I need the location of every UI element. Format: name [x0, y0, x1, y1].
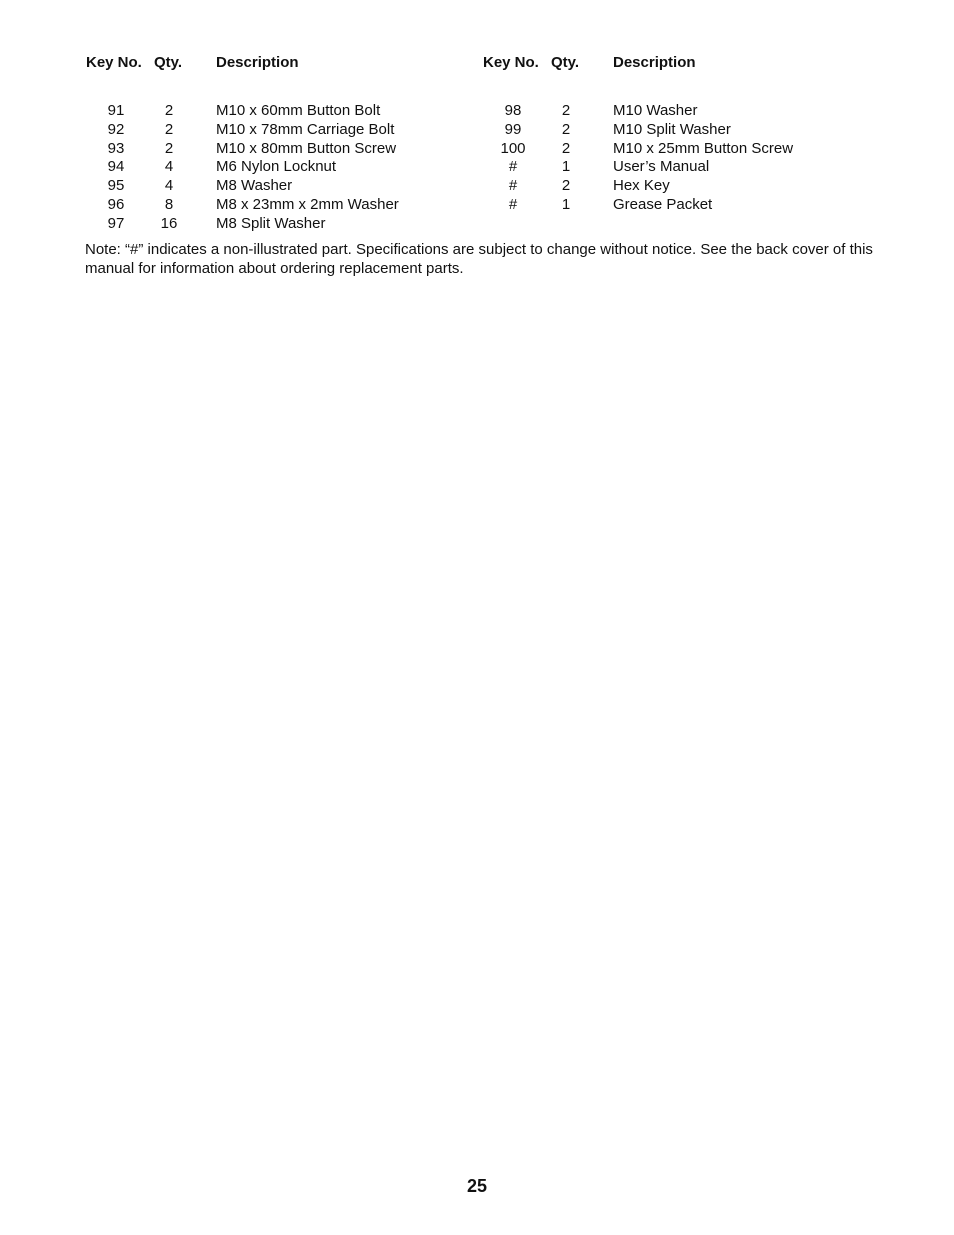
table-row: [483, 158, 883, 177]
qty-cell: 16: [160, 214, 178, 232]
table-row: [483, 121, 883, 140]
table-row: [86, 102, 486, 121]
table-body: [86, 102, 486, 234]
description-cell: M10 Split Washer: [613, 120, 731, 138]
header-key-no: Key No.: [483, 54, 539, 71]
table-row: [483, 102, 883, 121]
table-row: [86, 121, 486, 140]
table-header: [86, 52, 486, 74]
table-row: [86, 140, 486, 159]
description-cell: M10 Washer: [613, 102, 698, 119]
description-cell: M10 x 60mm Button Bolt: [216, 102, 381, 119]
table-row: [86, 196, 486, 215]
parts-table-right: [483, 52, 883, 215]
key-no-cell: 97: [107, 214, 125, 232]
key-no-cell: 100: [500, 139, 526, 157]
page-number: 25: [466, 1176, 488, 1196]
qty-cell: 4: [164, 177, 174, 195]
qty-cell: 1: [561, 195, 571, 213]
key-no-cell: #: [508, 158, 518, 176]
qty-cell: 2: [561, 177, 571, 195]
key-no-cell: 96: [107, 195, 125, 213]
qty-cell: 2: [164, 102, 174, 119]
key-no-cell: 94: [107, 158, 125, 176]
table-row: [86, 158, 486, 177]
key-no-cell: 99: [504, 120, 522, 138]
key-no-cell: #: [508, 195, 518, 213]
table-body: [483, 102, 883, 215]
table-header: [483, 52, 883, 74]
table-row: [483, 140, 883, 159]
description-cell: M10 x 80mm Button Screw: [216, 139, 397, 157]
key-no-cell: 95: [107, 177, 125, 195]
table-row: [86, 177, 486, 196]
qty-cell: 2: [561, 120, 571, 138]
description-cell: User’s Manual: [613, 158, 710, 176]
header-qty: Qty.: [154, 54, 183, 71]
qty-cell: 2: [164, 120, 174, 138]
qty-cell: 8: [164, 195, 174, 213]
description-cell: M10 x 78mm Carriage Bolt: [216, 120, 395, 138]
qty-cell: 2: [561, 102, 571, 119]
parts-table-left: [86, 52, 486, 234]
description-cell: M10 x 25mm Button Screw: [613, 139, 794, 157]
description-cell: Hex Key: [613, 177, 670, 195]
qty-cell: 1: [561, 158, 571, 176]
description-cell: M8 x 23mm x 2mm Washer: [216, 195, 399, 213]
description-cell: M6 Nylon Locknut: [216, 158, 337, 176]
description-cell: M8 Washer: [216, 177, 293, 195]
key-no-cell: 91: [107, 102, 125, 119]
qty-cell: 2: [561, 139, 571, 157]
header-qty: Qty.: [551, 54, 580, 71]
header-description: Description: [216, 54, 299, 71]
description-cell: M8 Split Washer: [216, 214, 326, 232]
note-paragraph: Note: “#” indicates a non-illustrated part. Specifications are subject to change without notice. See the back cover of this manual for information about ordering replacement parts.: [85, 241, 873, 277]
key-no-cell: 93: [107, 139, 125, 157]
qty-cell: 2: [164, 139, 174, 157]
header-description: Description: [613, 54, 696, 71]
header-key-no: Key No.: [86, 54, 142, 71]
key-no-cell: #: [508, 177, 518, 195]
key-no-cell: 92: [107, 120, 125, 138]
table-row: [86, 215, 486, 234]
key-no-cell: 98: [504, 102, 522, 119]
qty-cell: 4: [164, 158, 174, 176]
table-row: [483, 196, 883, 215]
table-row: [483, 177, 883, 196]
description-cell: Grease Packet: [613, 195, 713, 213]
